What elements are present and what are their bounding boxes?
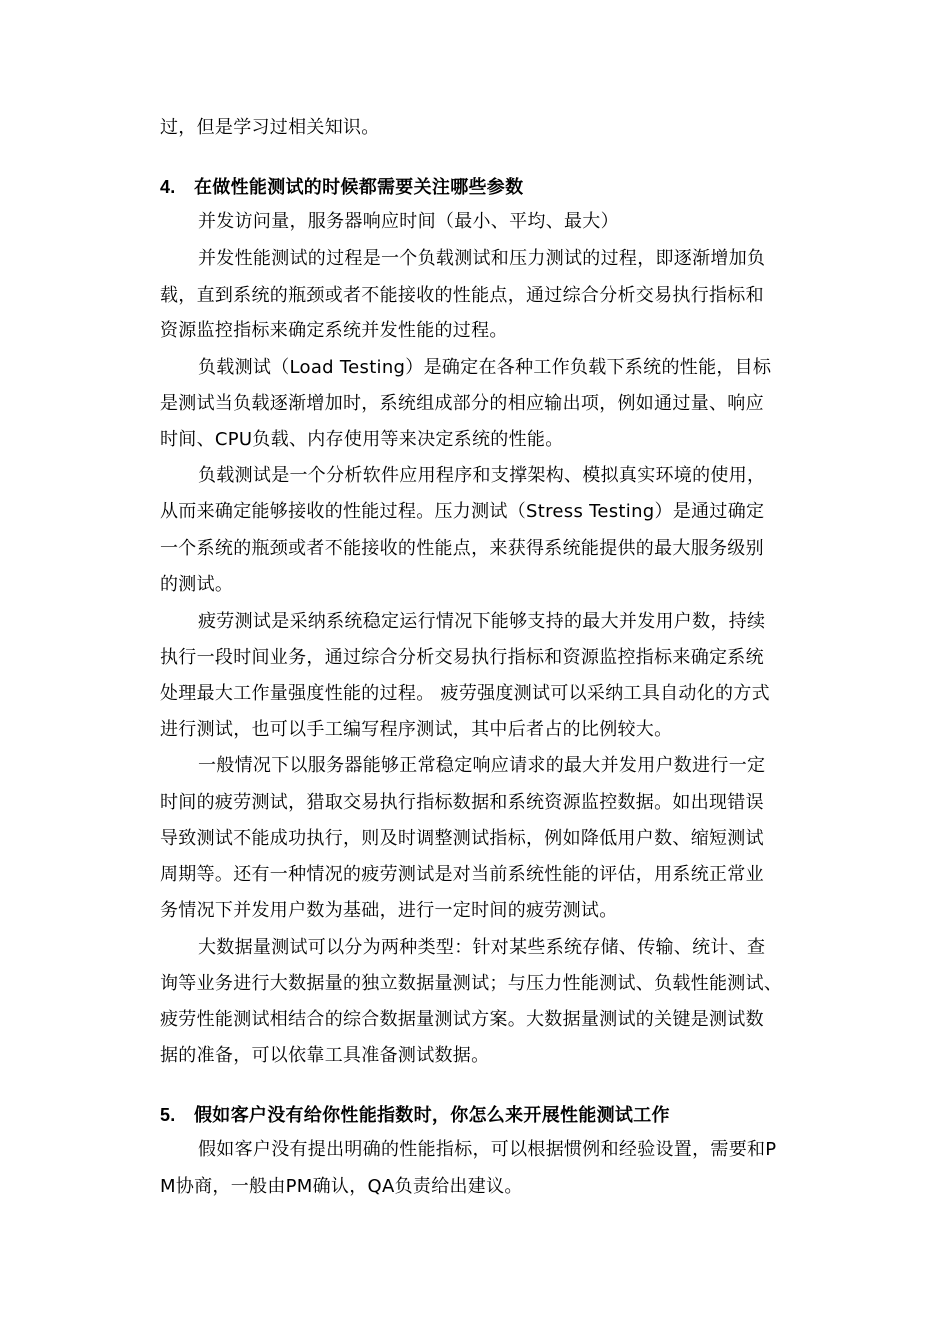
paragraph-line: 时间、CPU负载、内存使用等来决定系统的性能。 — [160, 429, 564, 450]
heading-text: 在做性能测试的时候都需要关注哪些参数 — [194, 177, 524, 198]
paragraph-line: M协商，一般由PM确认，QA负责给出建议。 — [160, 1176, 523, 1197]
paragraph-line: 疲劳性能测试相结合的综合数据量测试方案。大数据量测试的关键是测试数 — [160, 1009, 764, 1030]
paragraph-line: 大数据量测试可以分为两种类型：针对某些系统存储、传输、统计、查 — [198, 937, 766, 958]
paragraph-line: 据的准备，可以依靠工具准备测试数据。 — [160, 1045, 490, 1066]
paragraph-line: 务情况下并发用户数为基础，进行一定时间的疲劳测试。 — [160, 900, 618, 921]
paragraph-line: 一个系统的瓶颈或者不能接收的性能点，来获得系统能提供的最大服务级别 — [160, 538, 764, 559]
paragraph-line: 资源监控指标来确定系统并发性能的过程。 — [160, 320, 508, 341]
paragraph-line: 过，但是学习过相关知识。 — [160, 117, 380, 138]
paragraph-line: 处理最大工作量强度性能的过程。 疲劳强度测试可以采纳工具自动化的方式 — [160, 683, 770, 704]
section-heading-4 — [160, 175, 810, 200]
heading-number: 4. — [160, 177, 176, 197]
heading-number: 5. — [160, 1105, 176, 1125]
paragraph-line: 执行一段时间业务，通过综合分析交易执行指标和资源监控指标来确定系统 — [160, 647, 764, 668]
paragraph-line: 询等业务进行大数据量的独立数据量测试；与压力性能测试、负载性能测试、 — [160, 973, 783, 994]
paragraph-line: 并发性能测试的过程是一个负载测试和压力测试的过程，即逐渐增加负 — [198, 248, 766, 269]
paragraph-line: 时间的疲劳测试，猎取交易执行指标数据和系统资源监控数据。如出现错误 — [160, 792, 764, 813]
section-heading-5 — [160, 1103, 810, 1128]
paragraph-line: 载，直到系统的瓶颈或者不能接收的性能点，通过综合分析交易执行指标和 — [160, 285, 764, 306]
paragraph-line: 疲劳测试是采纳系统稳定运行情况下能够支持的最大并发用户数，持续 — [198, 611, 766, 632]
paragraph-line: 导致测试不能成功执行，则及时调整测试指标，例如降低用户数、缩短测试 — [160, 828, 764, 849]
paragraph-line: 负载测试（Load Testing）是确定在各种工作负载下系统的性能，目标 — [198, 357, 772, 378]
paragraph-line: 的测试。 — [160, 574, 234, 595]
paragraph-line: 负载测试是一个分析软件应用程序和支撑架构、模拟真实环境的使用， — [198, 465, 766, 486]
paragraph-line: 是测试当负载逐渐增加时，系统组成部分的相应输出项，例如通过量、响应 — [160, 393, 764, 414]
paragraph-line: 一般情况下以服务器能够正常稳定响应请求的最大并发用户数进行一定 — [198, 755, 766, 776]
paragraph-line: 并发访问量，服务器响应时间（最小、平均、最大） — [198, 211, 619, 232]
paragraph-line: 周期等。还有一种情况的疲劳测试是对当前系统性能的评估，用系统正常业 — [160, 864, 764, 885]
paragraph-line: 从而来确定能够接收的性能过程。压力测试（Stress Testing）是通过确定 — [160, 501, 765, 522]
paragraph-line: 假如客户没有提出明确的性能指标，可以根据惯例和经验设置，需要和P — [198, 1139, 777, 1160]
heading-text: 假如客户没有给你性能指数时，你怎么来开展性能测试工作 — [194, 1105, 670, 1126]
paragraph-line: 进行测试，也可以手工编写程序测试，其中后者占的比例较大。 — [160, 719, 673, 740]
